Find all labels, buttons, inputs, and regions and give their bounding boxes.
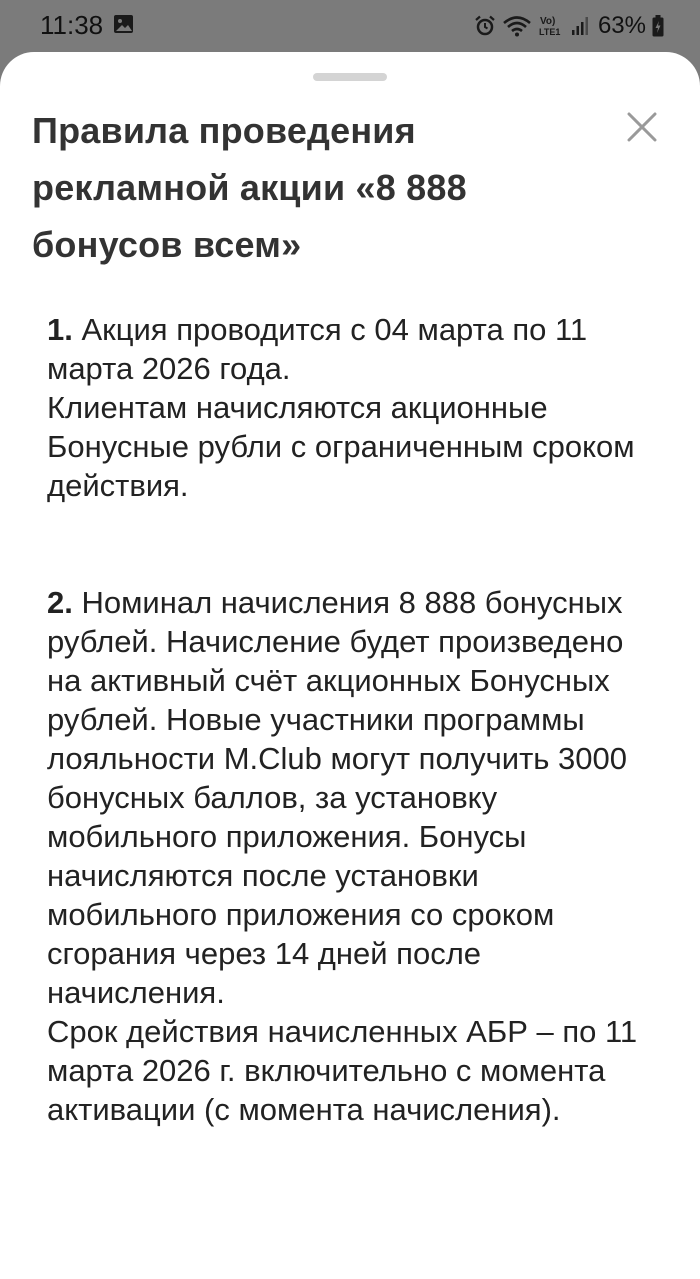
rules-body — [47, 310, 657, 1207]
rule-text: Номинал начисления 8 888 бонусных рублей. Начисление будет произведено на активный счёт акционных Бонусных рублей. Новые участники программы лояльности M.Club могут получить 3000 бонусных баллов, за установку мобильного приложения. Бонусы начисляются после установки мобильного приложения со сроком сгорания через 14 дней после начисления. — [47, 585, 627, 1010]
close-button[interactable] — [614, 99, 670, 155]
rule-number: 2. — [47, 585, 73, 620]
battery-icon — [652, 15, 664, 37]
sheet-title: Правила проведения рекламной акции «8 888 бонусов всем» — [32, 110, 467, 265]
drag-handle[interactable] — [313, 73, 387, 81]
volte-icon — [538, 14, 566, 38]
close-icon — [627, 112, 657, 142]
svg-text:LTE1: LTE1 — [538, 27, 561, 37]
rule-item-1 — [47, 310, 657, 505]
rule-paragraph — [47, 583, 657, 1012]
rules-bottom-sheet — [0, 52, 700, 1279]
battery-percent: 63% — [597, 12, 646, 39]
rule-paragraph: Срок действия начисленных АБР – по 11 марта 2026 г. включительно с момента активации (с момента начисления). — [47, 1014, 638, 1127]
rule-item-2 — [47, 583, 657, 1129]
photo-icon — [113, 14, 134, 34]
rule-text: Акция проводится с 04 марта по 11 марта 2026 года. — [47, 312, 588, 386]
alarm-icon — [474, 15, 496, 37]
status-time: 11:38 — [40, 10, 104, 40]
rule-number: 1. — [47, 312, 73, 347]
rule-paragraph: Клиентам начисляются акционные Бонусные рубли с ограниченным сроком действия. — [47, 390, 635, 503]
signal-icon — [572, 16, 588, 36]
network-label: Vo) — [539, 16, 556, 27]
wifi-icon — [502, 15, 532, 37]
status-bar — [0, 0, 700, 52]
rule-paragraph — [47, 310, 657, 388]
status-icons — [474, 11, 664, 41]
